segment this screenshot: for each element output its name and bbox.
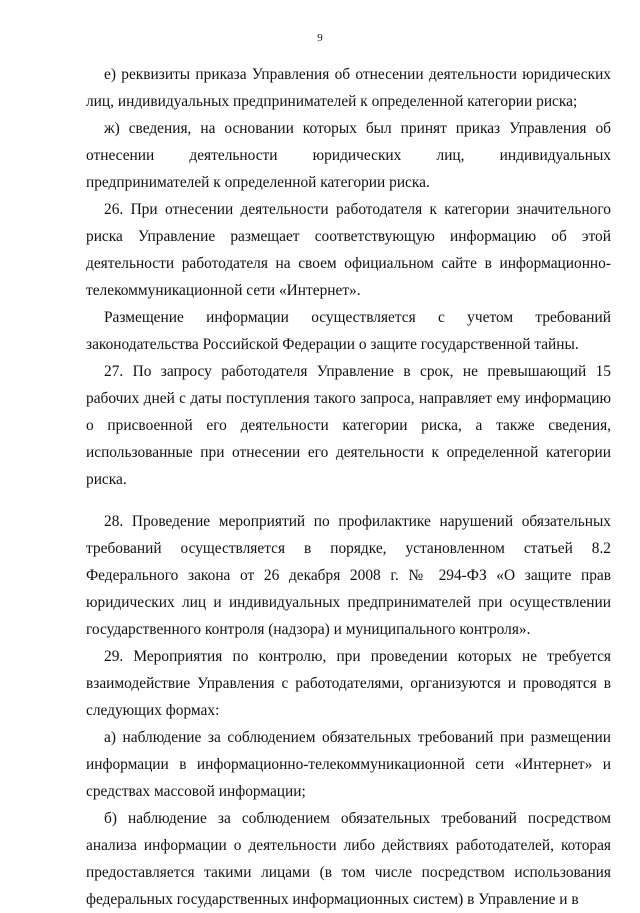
paragraph-27-employer-request: 27. По запросу работодателя Управление в срок, не превышающий 15 рабочих дней с даты поступления такого запроса, направляет ему информацию о присвоенной его деятельности категории риска, а также сведения, использованные при отнесении его деятельности к определенной категории риска. xyxy=(86,363,611,488)
document-body xyxy=(86,61,611,913)
paragraph-29-control-forms: 29. Мероприятия по контролю, при проведении которых не требуется взаимодействие Управления с работодателями, организуются и проводятся в следующих формах: xyxy=(86,648,611,719)
paragraph-26-significant-risk: 26. При отнесении деятельности работодателя к категории значительного риска Управление размещает соответствующую информацию об этой деятельности работодателя на своем официальном сайте в информационно-телекоммуникационной сети «Интернет». xyxy=(86,201,611,299)
page-number: 9 xyxy=(317,32,323,44)
paragraph-e-order-details: е) реквизиты приказа Управления об отнесении деятельности юридических лиц, индивидуальных предпринимателей к определенной категории риска; xyxy=(86,66,611,110)
paragraph-28-prevention-measures: 28. Проведение мероприятий по профилактике нарушений обязательных требований осуществляется в порядке, установленном статьей 8.2 Федерального закона от 26 декабря 2008 г. № 294-ФЗ «О защите прав юридических лиц и индивидуальных предпринимателей при осуществлении государственного контроля (надзора) и муниципального контроля». xyxy=(86,513,611,638)
paragraph-b-information-analysis: б) наблюдение за соблюдением обязательных требований посредством анализа информации о деятельности либо действиях работодателей, которая предоставляется такими лицами (в том числе посредством использования федеральных государственных информационных систем) в Управление и в xyxy=(86,810,611,908)
paragraph-zh-grounds-info: ж) сведения, на основании которых был принят приказ Управления об отнесении деятельности юридических лиц, индивидуальных предпринимателей к определенной категории риска. xyxy=(86,120,611,191)
paragraph-placement-secrecy: Размещение информации осуществляется с учетом требований законодательства Российской Федерации о защите государственной тайны. xyxy=(86,309,611,353)
paragraph-a-internet-observation: а) наблюдение за соблюдением обязательных требований при размещении информации в информационно-телекоммуникационной сети «Интернет» и средствах массовой информации; xyxy=(86,729,611,800)
